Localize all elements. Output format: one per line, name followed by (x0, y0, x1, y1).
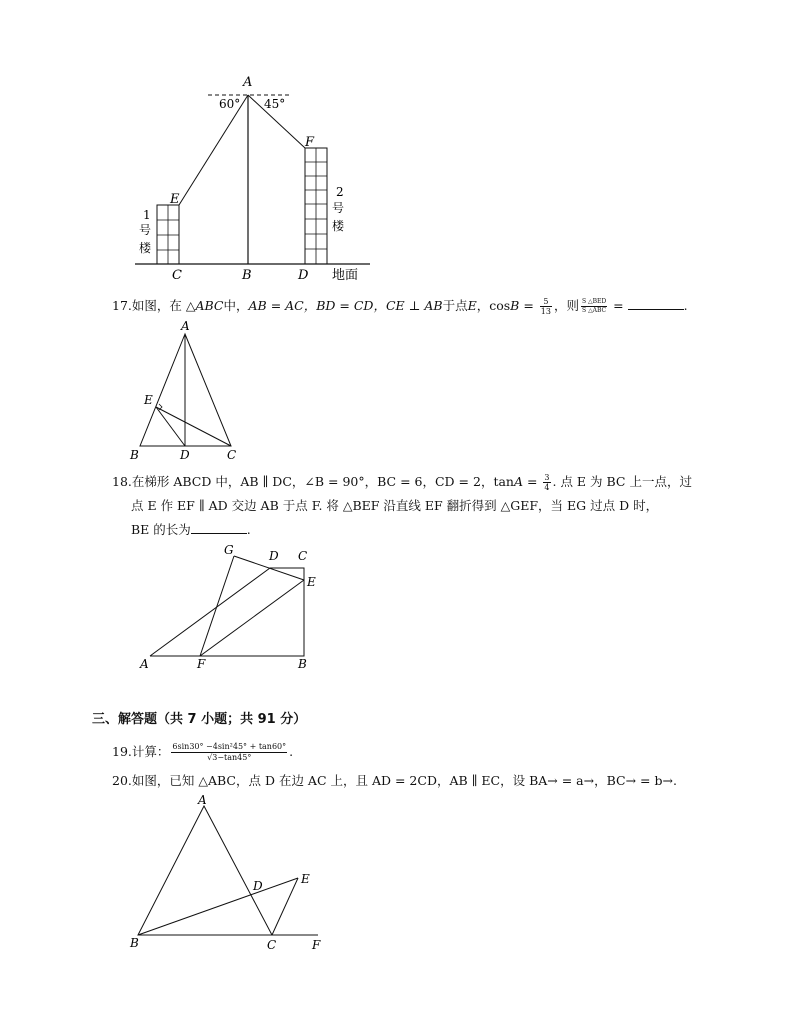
question-number: 18. (112, 474, 132, 489)
label-D: D (180, 448, 190, 462)
label-B: B (130, 448, 139, 462)
label-F: F (305, 135, 315, 150)
cos-fraction: $\frac{5}{13}$ (540, 297, 551, 316)
question-19: 19.计算： $\frac{\text{6sin30° −4sin²45° + tan60°}}{√3-\tan 45^\circ}$ . (112, 742, 294, 762)
label-C: C (227, 448, 237, 462)
question-17: 17.如图，在 △ABC中，AB = AC，BD = CD，CE ⊥ AB于点E，cosB = $\frac{5}{13}$ ，则 $\frac{\text{S △BED}}{\text{S △ABC}}$ = . (112, 297, 688, 316)
label-E: E (170, 192, 180, 207)
label-D: D (298, 268, 309, 283)
label-B: B (130, 936, 139, 950)
label-A: A (198, 793, 207, 807)
question-number: 17. (112, 298, 132, 313)
question-20: 20.如图，已知 △ABC，点 D 在边 AC 上，且 AD = 2CD，AB ∥ EC，设 BA→ = a→，BC→ = b→. (112, 773, 677, 788)
label-A: A (140, 657, 149, 671)
figure-16 (130, 72, 380, 282)
figure-20 (126, 792, 336, 952)
question-number: 19. (112, 744, 132, 759)
angle-60-label: 60° (219, 97, 241, 111)
expression-fraction: $\frac{\text{6sin30° −4sin²45° + tan60°}}{√3-\tan 45^\circ}$ (172, 742, 287, 762)
question-18-line-2: 点 E 作 EF ∥ AD 交边 AB 于点 F. 将 △BEF 沿直线 EF 翻折得到 △GEF，当 EG 过点 D 时， (131, 498, 659, 513)
label-A: A (181, 319, 190, 333)
label-B: B (242, 268, 252, 283)
label-E: E (307, 575, 316, 589)
building-1-grid (157, 205, 179, 264)
label-E: E (301, 872, 310, 886)
section-heading: 三、解答题（共 7 小题；共 91 分） (92, 712, 307, 727)
label-A: A (243, 75, 253, 90)
angle-45-label: 45° (264, 97, 286, 111)
label-E: E (144, 393, 153, 407)
question-number: 20. (112, 773, 132, 788)
answer-blank[interactable] (191, 533, 247, 534)
label-C: C (298, 549, 308, 563)
building-1-label: 1 号楼 (139, 208, 152, 255)
area-ratio-fraction: $\frac{\text{S △BED}}{\text{S △ABC}}$ (581, 298, 607, 314)
building-2-grid (305, 148, 327, 264)
label-C: C (267, 938, 277, 952)
label-G: G (224, 543, 234, 557)
label-D: D (269, 549, 279, 563)
question-18-line-1: 18.在梯形 ABCD 中，AB ∥ DC，∠B = 90°，BC = 6，CD = 2，tanA = $\frac{3}{4}$ . 点 E 为 BC 上一点，过 (112, 473, 692, 492)
label-C: C (172, 268, 182, 283)
question-18-line-3: BE 的长为 . (131, 522, 251, 537)
label-F: F (197, 657, 206, 671)
figure-18 (138, 542, 328, 672)
ground-label: 地面 (332, 268, 359, 283)
figure-17 (128, 318, 248, 464)
label-B: B (298, 657, 307, 671)
label-D: D (253, 879, 263, 893)
answer-blank[interactable] (628, 309, 684, 310)
building-2-label: 2 号楼 (332, 185, 345, 233)
label-F: F (312, 938, 321, 952)
tan-fraction: $\frac{3}{4}$ (544, 473, 550, 492)
